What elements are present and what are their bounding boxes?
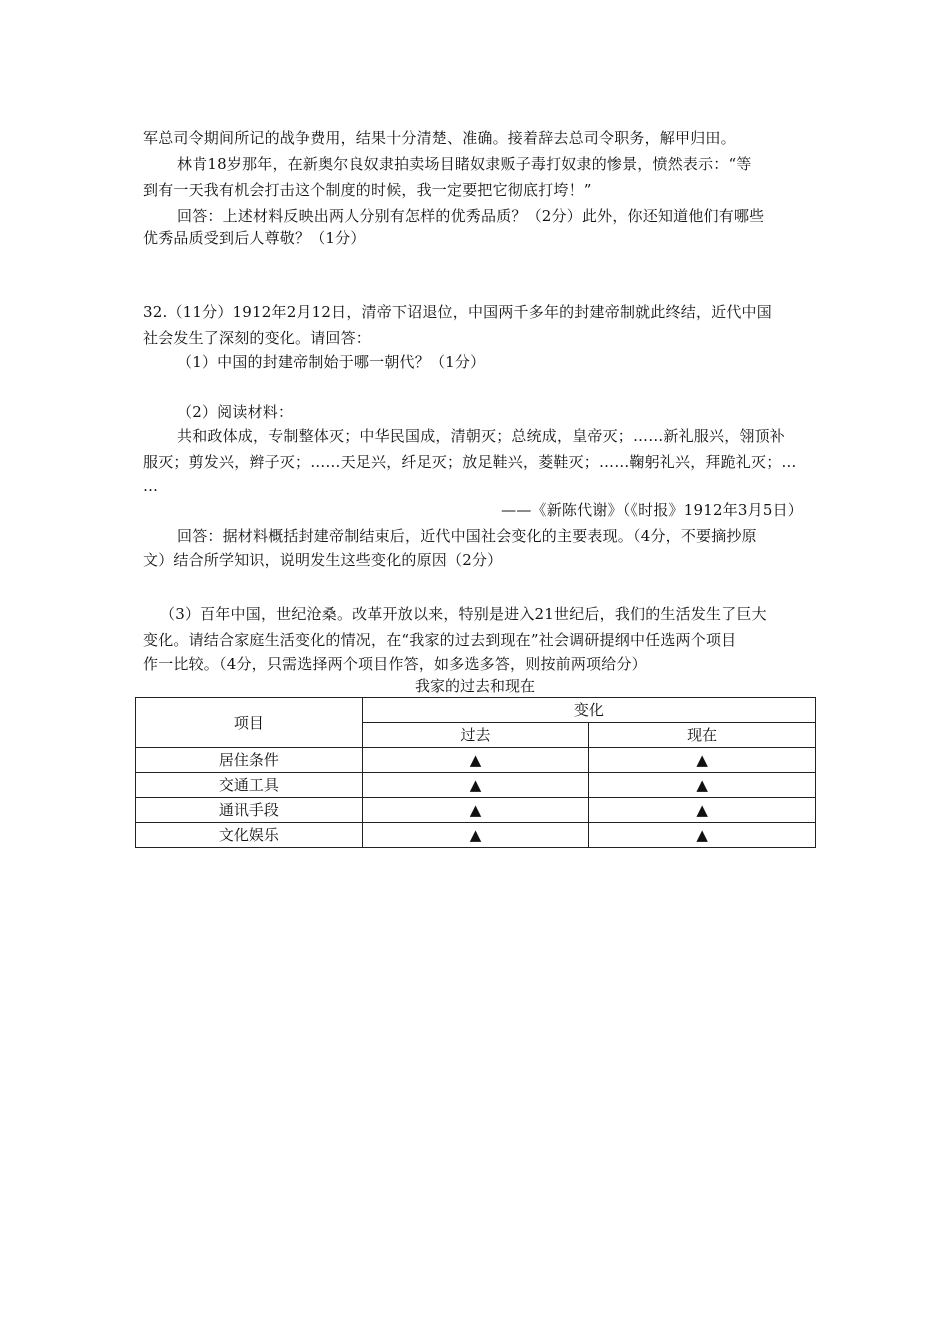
- sub-question-2-answer: 文）结合所学知识，说明发生这些变化的原因（2分）: [143, 551, 503, 569]
- text-line: 回答：上述材料反映出两人分别有怎样的优秀品质？（2分）此外，你还知道他们有哪些: [177, 207, 765, 225]
- material-source: ——《新陈代谢》（《时报》1912年3月5日）: [501, 501, 803, 519]
- triangle-icon: ▲: [362, 823, 589, 848]
- material-text: …: [143, 477, 159, 495]
- header-now: 现在: [589, 723, 816, 748]
- table-row: [136, 748, 816, 773]
- triangle-icon: ▲: [362, 798, 589, 823]
- row-item: 文化娱乐: [136, 823, 363, 848]
- material-text: 服灭；剪发兴，辫子灭；……天足兴，纤足灭；放足鞋兴，菱鞋灭；……鞠躬礼兴，拜跪礼灭；…: [143, 453, 797, 471]
- sub-question-2-answer: 回答：据材料概括封建帝制结束后，近代中国社会变化的主要表现。（4分，不要摘抄原: [177, 527, 757, 545]
- sub-question-3: （3）百年中国，世纪沧桑。改革开放以来，特别是进入21世纪后，我们的生活发生了巨大: [160, 605, 767, 623]
- sub-question-3: 作一比较。（4分，只需选择两个项目作答，如多选多答，则按前两项给分）: [143, 655, 647, 673]
- table-row: [136, 823, 816, 848]
- sub-question-3: 变化。请结合家庭生活变化的情况，在“我家的过去到现在”社会调研提纲中任选两个项目: [143, 631, 737, 649]
- material-text: 共和政体成，专制整体灭；中华民国成，清朝灭；总统成，皇帝灭；……新礼服兴，翎顶补: [177, 427, 786, 445]
- header-change: 变化: [362, 698, 815, 723]
- triangle-icon: ▲: [589, 748, 816, 773]
- row-item: 通讯手段: [136, 798, 363, 823]
- triangle-icon: ▲: [589, 823, 816, 848]
- text-line: 到有一天我有机会打击这个制度的时候，我一定要把它彻底打垮！”: [143, 181, 592, 199]
- table-header-row: [136, 698, 816, 723]
- question-32-heading: 32.（11分）1912年2月12日，清帝下诏退位，中国两千多年的封建帝制就此终结，近代中国: [143, 303, 772, 321]
- triangle-icon: ▲: [589, 798, 816, 823]
- triangle-icon: ▲: [362, 773, 589, 798]
- row-item: 交通工具: [136, 773, 363, 798]
- header-item: 项目: [136, 698, 363, 748]
- table-caption: 我家的过去和现在: [414, 677, 535, 695]
- header-past: 过去: [362, 723, 589, 748]
- triangle-icon: ▲: [362, 748, 589, 773]
- table-row: [136, 773, 816, 798]
- text-line: 军总司令期间所记的战争费用，结果十分清楚、准确。接着辞去总司令职务，解甲归田。: [143, 129, 736, 147]
- text-line: 林肯18岁那年，在新奥尔良奴隶拍卖场目睹奴隶贩子毒打奴隶的惨景，愤然表示：“等: [177, 155, 752, 173]
- text-line: 优秀品质受到后人尊敬？（1分）: [143, 229, 366, 247]
- table-row: [136, 798, 816, 823]
- sub-question-1: （1）中国的封建帝制始于哪一朝代？（1分）: [177, 353, 486, 371]
- row-item: 居住条件: [136, 748, 363, 773]
- text-line: 社会发生了深刻的变化。请回答：: [143, 329, 372, 347]
- triangle-icon: ▲: [589, 773, 816, 798]
- survey-table: [135, 697, 816, 848]
- sub-question-2-title: （2）阅读材料：: [177, 403, 294, 421]
